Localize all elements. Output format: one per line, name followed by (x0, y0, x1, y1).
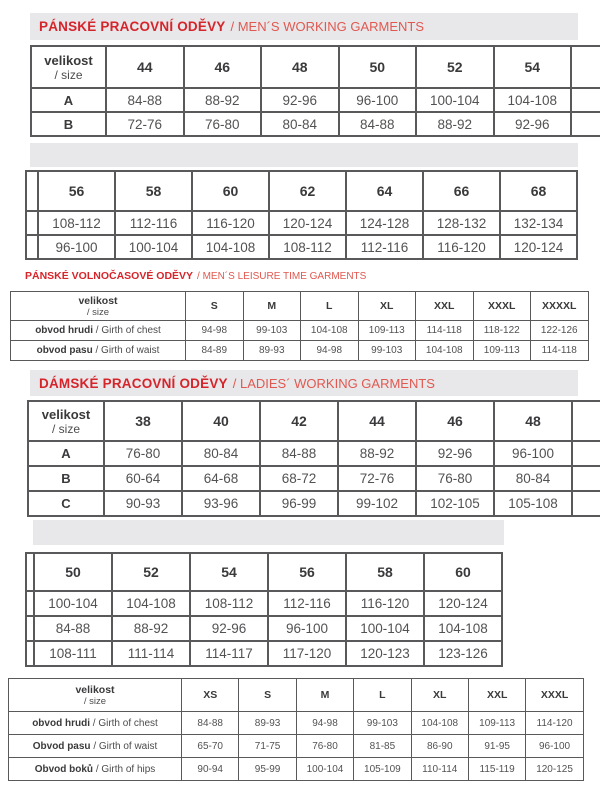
header-label-line1: velikost (75, 683, 115, 696)
table-row (26, 235, 577, 259)
size-header-cell: 54 (494, 46, 572, 88)
table-row (9, 758, 584, 781)
value-cell: 88-92 (184, 88, 262, 112)
size-header-cell: 50 (34, 553, 112, 591)
value-cell: 104-108 (494, 88, 572, 112)
value-cell: 68-72 (260, 466, 338, 491)
row-label-cell: obvod pasu / Girth of waist (11, 341, 186, 361)
value-cell: 100-104 (115, 235, 192, 259)
value-cell: 76-80 (184, 112, 262, 136)
clipped-column-cell (572, 441, 600, 466)
value-cell: 109-113 (468, 712, 525, 735)
value-cell: 120-124 (269, 211, 346, 235)
value-cell: 88-92 (112, 616, 190, 641)
section-title-ladies-working (30, 370, 578, 396)
clipped-column-cell (572, 466, 600, 491)
value-cell: 71-75 (239, 735, 296, 758)
value-cell: 105-109 (354, 758, 411, 781)
value-cell: 99-102 (338, 491, 416, 516)
value-cell: 104-108 (112, 591, 190, 616)
header-label-line2: / size (83, 695, 107, 707)
value-cell: 100-104 (34, 591, 112, 616)
size-header-cell: 58 (115, 171, 192, 211)
value-cell: 108-112 (190, 591, 268, 616)
value-cell: 96-100 (526, 735, 583, 758)
size-header-cell: 52 (112, 553, 190, 591)
size-header-cell: XS (182, 679, 239, 712)
value-cell: 116-120 (346, 591, 424, 616)
value-cell: 122-126 (531, 321, 589, 341)
row-label-cell: A (31, 88, 106, 112)
value-cell: 104-108 (411, 712, 468, 735)
value-cell: 84-88 (260, 441, 338, 466)
section-title-mens-working-english: / MEN´S WORKING GARMENTS (230, 19, 425, 34)
size-header-cell: XL (358, 292, 416, 321)
clipped-column-cell (26, 591, 34, 616)
clipped-column-cell (26, 553, 34, 591)
size-header-cell: 48 (261, 46, 339, 88)
size-header-cell: 64 (346, 171, 423, 211)
value-cell: 124-128 (346, 211, 423, 235)
clipped-column-cell (26, 211, 38, 235)
value-cell: 80-84 (261, 112, 339, 136)
value-cell: 114-118 (531, 341, 589, 361)
size-header-cell: XXL (468, 679, 525, 712)
size-header-cell: 60 (424, 553, 502, 591)
value-cell: 120-125 (526, 758, 583, 781)
clipped-column-cell (26, 171, 38, 211)
value-cell: 76-80 (104, 441, 182, 466)
value-cell: 120-124 (424, 591, 502, 616)
value-cell: 84-88 (182, 712, 239, 735)
row-label-cell: obvod hrudi / Girth of chest (9, 712, 182, 735)
value-cell: 116-120 (423, 235, 500, 259)
clipped-column-cell (26, 235, 38, 259)
mens-working-sizes-56-68 (25, 170, 578, 260)
size-header-cell: 44 (338, 401, 416, 441)
spacer-band-ladies (33, 520, 504, 545)
value-cell: 80-84 (494, 466, 572, 491)
value-cell: 84-89 (186, 341, 244, 361)
table-row (11, 321, 589, 341)
value-cell: 102-105 (416, 491, 494, 516)
size-header-cell: S (186, 292, 244, 321)
table-row (28, 491, 600, 516)
size-header-cell: 40 (182, 401, 260, 441)
value-cell: 108-112 (269, 235, 346, 259)
table-row (31, 88, 600, 112)
value-cell: 100-104 (296, 758, 353, 781)
size-header-cell: 48 (494, 401, 572, 441)
value-cell: 90-93 (104, 491, 182, 516)
clipped-column-cell (571, 46, 600, 88)
value-cell: 112-116 (268, 591, 346, 616)
value-cell: 94-98 (296, 712, 353, 735)
size-header-cell: L (301, 292, 359, 321)
value-cell: 95-99 (239, 758, 296, 781)
size-header-cell: 56 (38, 171, 115, 211)
mens-working-sizes-44-54 (30, 45, 600, 137)
row-label-cell: B (28, 466, 104, 491)
row-label-cell: A (28, 441, 104, 466)
size-header-cell: 68 (500, 171, 577, 211)
section-title-mens-leisure-czech: PÁNSKÉ VOLNOČASOVÉ ODĚVY (25, 270, 194, 282)
size-header-cell: 58 (346, 553, 424, 591)
clipped-column-cell (572, 491, 600, 516)
value-cell: 112-116 (346, 235, 423, 259)
header-label-line1: velikost (41, 406, 91, 422)
size-header-cell: 52 (416, 46, 494, 88)
value-cell: 96-99 (260, 491, 338, 516)
value-cell: 92-96 (416, 441, 494, 466)
value-cell: 60-64 (104, 466, 182, 491)
header-label-line1: velikost (78, 294, 118, 307)
value-cell: 76-80 (296, 735, 353, 758)
value-cell: 96-100 (38, 235, 115, 259)
value-cell: 99-103 (358, 341, 416, 361)
clipped-column-cell (26, 616, 34, 641)
value-cell: 84-88 (34, 616, 112, 641)
clipped-column-cell (571, 88, 600, 112)
section-title-mens-leisure (25, 268, 366, 284)
size-header-cell: 38 (104, 401, 182, 441)
size-header-corner-cell (31, 46, 106, 88)
value-cell: 94-98 (301, 341, 359, 361)
value-cell: 123-126 (424, 641, 502, 666)
table-row (11, 341, 589, 361)
value-cell: 110-114 (411, 758, 468, 781)
value-cell: 84-88 (339, 112, 417, 136)
table-row (26, 641, 502, 666)
value-cell: 108-111 (34, 641, 112, 666)
size-header-cell: XL (411, 679, 468, 712)
value-cell: 104-108 (192, 235, 269, 259)
table-row (28, 441, 600, 466)
table-row (9, 735, 584, 758)
table-row (9, 712, 584, 735)
value-cell: 108-112 (38, 211, 115, 235)
value-cell: 72-76 (106, 112, 184, 136)
value-cell: 94-98 (186, 321, 244, 341)
size-header-corner-cell (9, 679, 182, 712)
value-cell: 86-90 (411, 735, 468, 758)
header-label-line2: / size (54, 67, 83, 82)
row-label-cell: C (28, 491, 104, 516)
section-title-mens-working-czech: PÁNSKÉ PRACOVNÍ ODĚVY (39, 19, 226, 34)
value-cell: 120-123 (346, 641, 424, 666)
value-cell: 92-96 (494, 112, 572, 136)
size-header-cell: 44 (106, 46, 184, 88)
ladies-working-sizes-50-60-grid (25, 552, 503, 667)
size-header-corner-cell (28, 401, 104, 441)
value-cell: 65-70 (182, 735, 239, 758)
row-label-cell: Obvod pasu / Girth of waist (9, 735, 182, 758)
value-cell: 104-108 (416, 341, 474, 361)
mens-leisure-size-table (10, 291, 589, 361)
size-header-cell: XXXL (526, 679, 583, 712)
value-cell: 72-76 (338, 466, 416, 491)
value-cell: 117-120 (268, 641, 346, 666)
value-cell: 116-120 (192, 211, 269, 235)
table-row (26, 211, 577, 235)
size-header-cell: XXXXL (531, 292, 589, 321)
value-cell: 118-122 (473, 321, 531, 341)
ladies-working-sizes-38-48 (27, 400, 600, 517)
value-cell: 114-120 (526, 712, 583, 735)
value-cell: 104-108 (424, 616, 502, 641)
value-cell: 80-84 (182, 441, 260, 466)
header-label-line1: velikost (44, 52, 93, 68)
size-header-cell: M (296, 679, 353, 712)
size-header-cell: XXXL (473, 292, 531, 321)
value-cell: 109-113 (473, 341, 531, 361)
table-row (31, 112, 600, 136)
size-header-cell: 46 (184, 46, 262, 88)
size-header-cell: M (243, 292, 301, 321)
value-cell: 120-124 (500, 235, 577, 259)
size-header-cell: 60 (192, 171, 269, 211)
size-header-cell: 46 (416, 401, 494, 441)
size-header-cell: 56 (268, 553, 346, 591)
value-cell: 89-93 (243, 341, 301, 361)
clipped-column-cell (26, 641, 34, 666)
size-header-corner-cell (11, 292, 186, 321)
size-header-cell: S (239, 679, 296, 712)
size-header-cell: 54 (190, 553, 268, 591)
value-cell: 89-93 (239, 712, 296, 735)
size-header-cell: 62 (269, 171, 346, 211)
value-cell: 81-85 (354, 735, 411, 758)
value-cell: 88-92 (416, 112, 494, 136)
value-cell: 93-96 (182, 491, 260, 516)
header-label-line2: / size (51, 421, 80, 436)
value-cell: 104-108 (301, 321, 359, 341)
row-label-cell: obvod hrudi / Girth of chest (11, 321, 186, 341)
value-cell: 76-80 (416, 466, 494, 491)
value-cell: 112-116 (115, 211, 192, 235)
table-row (28, 466, 600, 491)
ladies-letter-size-table-grid (8, 678, 584, 781)
mens-working-sizes-44-54-grid (30, 45, 600, 137)
clipped-column-cell (572, 401, 600, 441)
section-title-ladies-working-english: / LADIES´ WORKING GARMENTS (232, 375, 435, 391)
value-cell: 96-100 (268, 616, 346, 641)
header-label-line2: / size (86, 306, 110, 318)
value-cell: 92-96 (261, 88, 339, 112)
value-cell: 109-113 (358, 321, 416, 341)
value-cell: 105-108 (494, 491, 572, 516)
value-cell: 96-100 (494, 441, 572, 466)
ladies-working-sizes-50-60 (25, 552, 503, 667)
section-title-mens-leisure-english: / MEN´S LEISURE TIME GARMENTS (197, 270, 367, 282)
size-header-cell: 42 (260, 401, 338, 441)
size-header-cell: L (354, 679, 411, 712)
value-cell: 100-104 (416, 88, 494, 112)
value-cell: 115-119 (468, 758, 525, 781)
size-header-cell: XXL (416, 292, 474, 321)
ladies-letter-size-table (8, 678, 584, 781)
value-cell: 90-94 (182, 758, 239, 781)
value-cell: 99-103 (354, 712, 411, 735)
value-cell: 132-134 (500, 211, 577, 235)
value-cell: 100-104 (346, 616, 424, 641)
row-label-cell: Obvod boků / Girth of hips (9, 758, 182, 781)
size-header-cell: 66 (423, 171, 500, 211)
value-cell: 92-96 (190, 616, 268, 641)
row-label-cell: B (31, 112, 106, 136)
value-cell: 99-103 (243, 321, 301, 341)
mens-working-sizes-56-68-grid (25, 170, 578, 260)
section-title-ladies-working-czech: DÁMSKÉ PRACOVNÍ ODĚVY (39, 375, 228, 391)
value-cell: 111-114 (112, 641, 190, 666)
size-header-cell: 50 (339, 46, 417, 88)
spacer-band-mens (30, 143, 578, 167)
ladies-working-sizes-38-48-grid (27, 400, 600, 517)
clipped-column-cell (571, 112, 600, 136)
value-cell: 88-92 (338, 441, 416, 466)
section-title-mens-working (30, 13, 578, 40)
value-cell: 84-88 (106, 88, 184, 112)
table-row (26, 591, 502, 616)
value-cell: 96-100 (339, 88, 417, 112)
table-row (26, 616, 502, 641)
value-cell: 128-132 (423, 211, 500, 235)
value-cell: 114-117 (190, 641, 268, 666)
value-cell: 64-68 (182, 466, 260, 491)
mens-leisure-size-table-grid (10, 291, 589, 361)
value-cell: 91-95 (468, 735, 525, 758)
value-cell: 114-118 (416, 321, 474, 341)
